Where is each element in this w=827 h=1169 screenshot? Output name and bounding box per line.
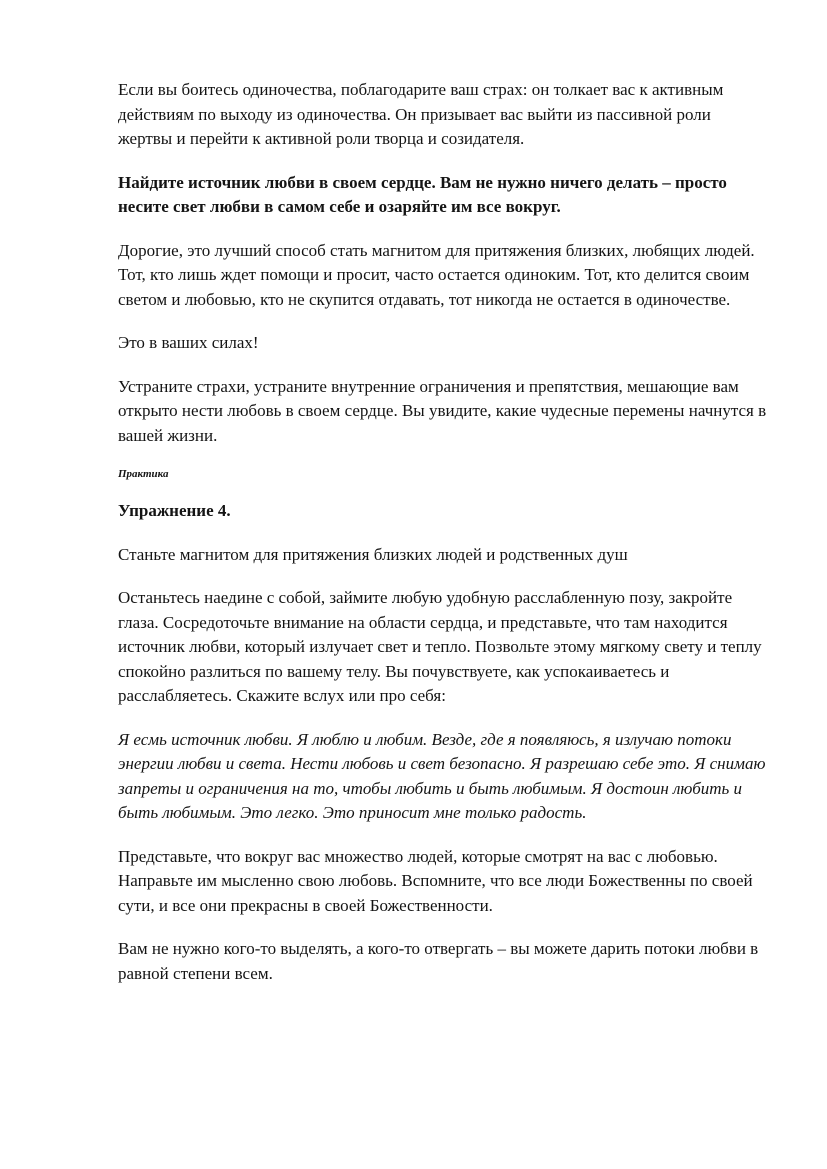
paragraph-magnet-for-people: Дорогие, это лучший способ стать магнитом для притяжения близких, любящих людей. Тот, кто лишь ждет помощи и просит, часто остается одиноким. Тот, кто делится своим светом и любовью, кто не скупится отдавать, тот никогда не остается в одиночестве. [118,240,755,309]
section-label-practice: Практика [118,468,169,480]
paragraph-exercise-instructions: Останьтесь наедине с собой, займите любую удобную расслабленную позу, закройте глаза. Сосредоточьте внимание на области сердца, и представьте, что там находится источник любви, который излучает свет и тепло. Позвольте этому мягкому свету и теплу спокойно разлиться по вашему телу. Вы почувствуете, как успокаиваетесь и расслабляетесь. Скажите вслух или про себя: [118,588,762,705]
exercise-title: Упражнение 4. [118,501,231,520]
document-page [118,78,768,1005]
paragraph-fear-of-loneliness: Если вы боитесь одиночества, поблагодарите ваш страх: он толкает вас к активным действиям по выходу из одиночества. Он призывает вас выйти из пассивной роли жертвы и перейти к активной роли творца и созидателя. [118,80,724,148]
paragraph-visualize-people: Представьте, что вокруг вас множество людей, которые смотрят на вас с любовью. Направьте им мысленно свою любовь. Вспомните, что все люди Божественны по своей сути, и все они прекрасны в своей Божественности. [118,846,753,915]
affirmation-text: Я есмь источник любви. Я люблю и любим. Везде, где я появляюсь, я излучаю потоки энергии любви и света. Нести любовь и свет безопасно. Я разрешаю себе это. Я снимаю запреты и ограничения на то, чтобы любить и быть любимым. Я достоин любить и быть любимым. Это легко. Это приносит мне только радость. [118,729,766,822]
paragraph-give-love-equally: Вам не нужно кого-то выделять, а кого-то отвергать – вы можете дарить потоки любви в равной степени всем. [118,939,759,983]
paragraph-in-your-power: Это в ваших силах! [118,333,259,352]
paragraph-remove-fears: Устраните страхи, устраните внутренние ограничения и препятствия, мешающие вам открыто нести любовь в своем сердце. Вы увидите, какие чудесные перемены начнутся в вашей жизни. [118,376,767,445]
paragraph-source-of-love: Найдите источник любви в своем сердце. Вам не нужно ничего делать – просто несите свет любви в самом себе и озаряйте им все вокруг. [118,172,727,216]
exercise-subtitle: Станьте магнитом для притяжения близких людей и родственных душ [118,544,628,564]
